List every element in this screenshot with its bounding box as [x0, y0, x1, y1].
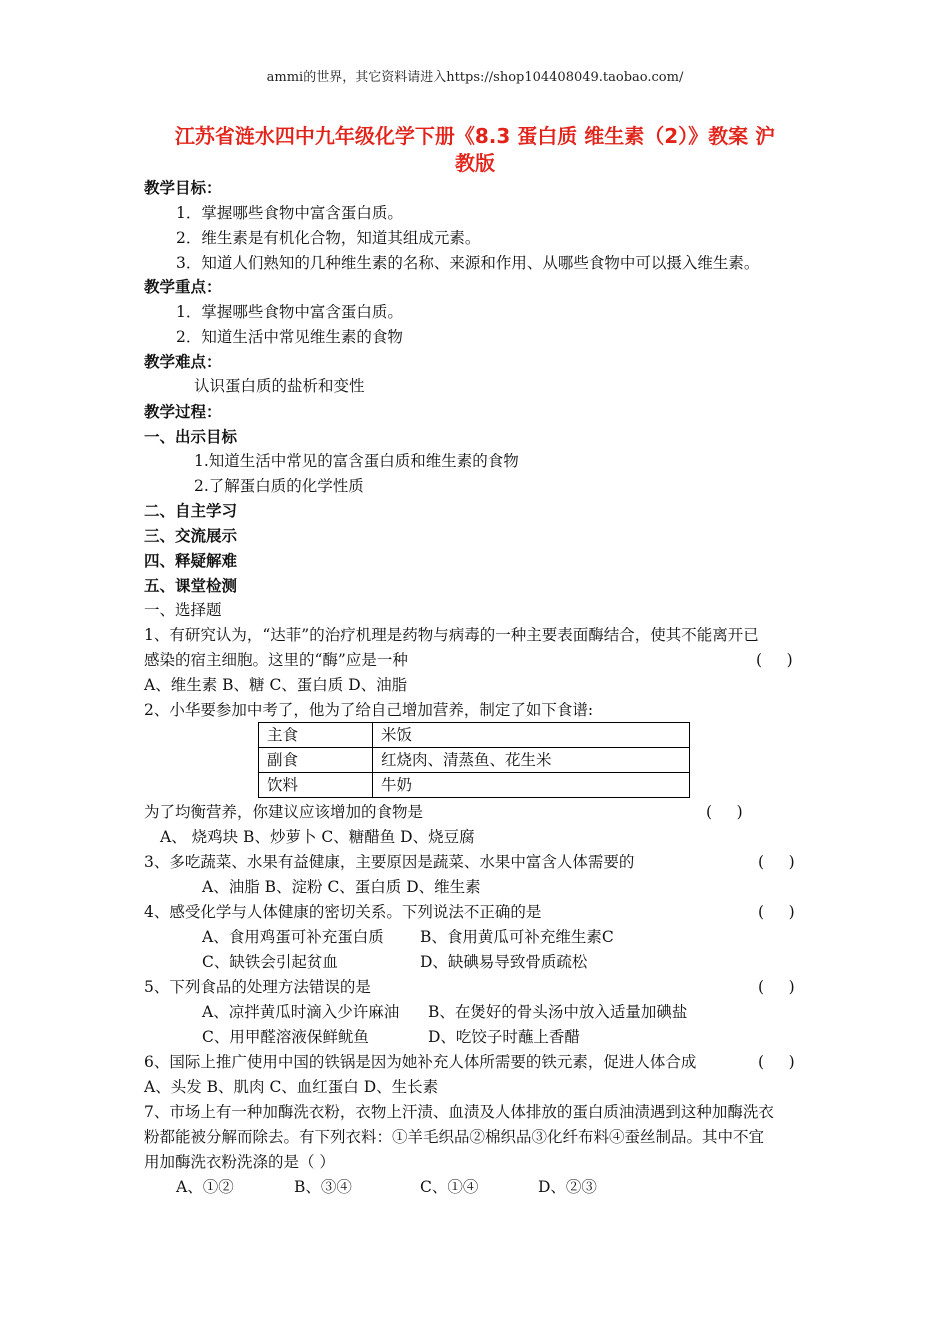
question-7-option-c: C、①④	[420, 1178, 479, 1196]
table-cell: 副食	[259, 748, 373, 773]
question-5-option-c: C、用甲醛溶液保鲜鱿鱼	[202, 1028, 369, 1046]
question-4-option-a: A、食用鸡蛋可补充蛋白质	[202, 928, 384, 946]
question-5-stem: 5、下列食品的处理方法错误的是	[144, 978, 371, 996]
answer-blank: ( )	[758, 978, 795, 996]
key-point-item: 2．知道生活中常见维生素的食物	[176, 328, 403, 346]
table-cell: 牛奶	[373, 773, 690, 798]
answer-blank: ( )	[758, 903, 795, 921]
section-heading: 三、交流展示	[144, 527, 238, 545]
question-5-option-a: A、凉拌黄瓜时滴入少许麻油	[202, 1003, 400, 1021]
section-heading: 二、自主学习	[144, 502, 238, 520]
answer-blank: ( )	[706, 803, 743, 821]
question-7-line1: 7、市场上有一种加酶洗衣粉，衣物上汗渍、血渍及人体排放的蛋白质油渍遇到这种加酶洗衣	[144, 1103, 774, 1121]
question-5-option-d: D、吃饺子时蘸上香醋	[428, 1028, 580, 1046]
question-1-options: A、维生素 B、糖 C、蛋白质 D、油脂	[144, 676, 408, 694]
section-heading: 五、课堂检测	[144, 577, 238, 595]
difficulties-heading: 教学难点：	[144, 353, 222, 371]
answer-blank: ( )	[756, 651, 793, 669]
question-2-stem: 2、小华要参加中考了，他为了给自己增加营养，制定了如下食谱:	[144, 701, 594, 719]
question-4-option-d: D、缺碘易导致骨质疏松	[420, 953, 588, 971]
process-heading: 教学过程：	[144, 403, 222, 421]
question-4-option-c: C、缺铁会引起贫血	[202, 953, 338, 971]
question-6-options: A、头发 B、肌肉 C、血红蛋白 D、生长素	[144, 1078, 439, 1096]
document-title-line1: 江苏省涟水四中九年级化学下册《8.3 蛋白质 维生素（2）》教案 沪	[174, 124, 776, 148]
page-header: ammi的世界，其它资料请进入https://shop104408049.taobao.com/	[266, 70, 684, 85]
objective-item: 1．掌握哪些食物中富含蛋白质。	[176, 204, 403, 222]
question-7-option-d: D、②③	[538, 1178, 597, 1196]
question-7-option-a: A、①②	[176, 1178, 234, 1196]
table-cell: 饮料	[259, 773, 373, 798]
goal-item: 2.了解蛋白质的化学性质	[194, 477, 364, 495]
question-4-stem: 4、感受化学与人体健康的密切关系。下列说法不正确的是	[144, 903, 542, 921]
quiz-section-heading: 一、选择题	[144, 601, 222, 619]
key-point-item: 1．掌握哪些食物中富含蛋白质。	[176, 303, 403, 321]
goal-item: 1.知道生活中常见的富含蛋白质和维生素的食物	[194, 452, 519, 470]
question-5-option-b: B、在煲好的骨头汤中放入适量加碘盐	[428, 1003, 688, 1021]
key-points-heading: 教学重点：	[144, 278, 222, 296]
objective-item: 3．知道人们熟知的几种维生素的名称、来源和作用、从哪些食物中可以摄入维生素。	[176, 254, 760, 272]
question-3-stem: 3、多吃蔬菜、水果有益健康，主要原因是蔬菜、水果中富含人体需要的	[144, 853, 635, 871]
section-heading: 一、出示目标	[144, 428, 238, 446]
question-2-options: A、 烧鸡块 B、炒萝卜 C、糖醋鱼 D、烧豆腐	[160, 828, 475, 846]
question-4-option-b: B、食用黄瓜可补充维生素C	[420, 928, 614, 946]
table-cell: 米饭	[373, 723, 690, 748]
objectives-heading: 教学目标：	[144, 179, 222, 197]
diet-table	[258, 722, 690, 798]
table-row	[259, 748, 690, 773]
table-cell: 红烧肉、清蒸鱼、花生米	[373, 748, 690, 773]
table-row	[259, 723, 690, 748]
answer-blank: ( )	[758, 853, 795, 871]
question-1-line1: 1、有研究认为，“达菲”的治疗机理是药物与病毒的一种主要表面酶结合，使其不能离开已	[144, 626, 759, 644]
objective-item: 2．维生素是有机化合物，知道其组成元素。	[176, 229, 481, 247]
question-7-option-b: B、③④	[294, 1178, 352, 1196]
document-title-line2: 教版	[455, 151, 495, 175]
question-7-line3: 用加酶洗衣粉洗涤的是（ ）	[144, 1153, 335, 1171]
table-cell: 主食	[259, 723, 373, 748]
table-row	[259, 773, 690, 798]
section-heading: 四、释疑解难	[144, 552, 238, 570]
answer-blank: ( )	[758, 1053, 795, 1071]
question-1-line2: 感染的宿主细胞。这里的“酶”应是一种	[144, 651, 408, 669]
question-2-follow: 为了均衡营养，你建议应该增加的食物是	[144, 803, 424, 821]
question-3-options: A、油脂 B、淀粉 C、蛋白质 D、维生素	[202, 878, 481, 896]
difficulties-text: 认识蛋白质的盐析和变性	[194, 377, 365, 395]
question-7-line2: 粉都能被分解而除去。有下列衣料：①羊毛织品②棉织品③化纤布料④蚕丝制品。其中不宜	[144, 1128, 765, 1146]
question-6-stem: 6、国际上推广使用中国的铁锅是因为她补充人体所需要的铁元素，促进人体合成	[144, 1053, 697, 1071]
